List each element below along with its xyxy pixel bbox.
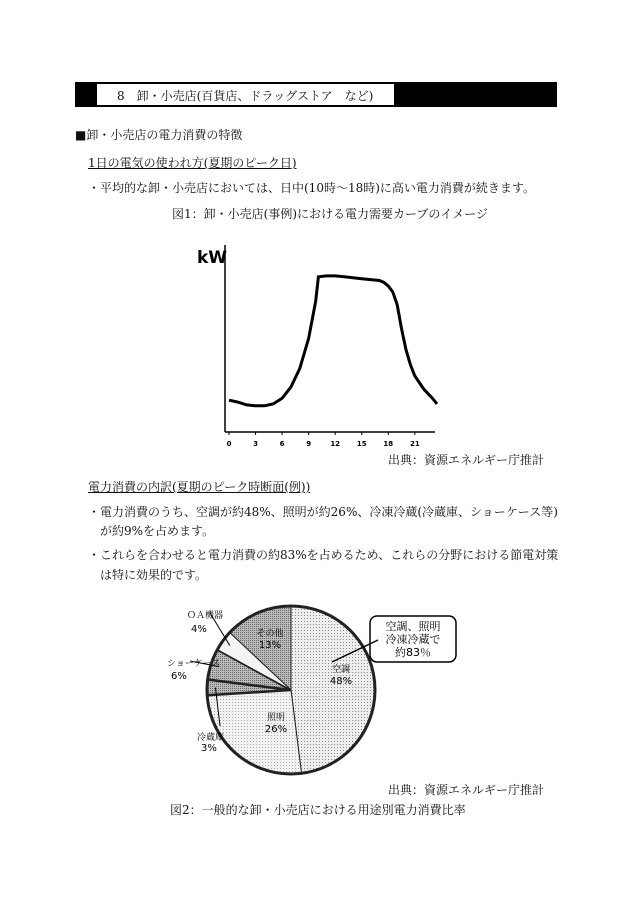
x-tick-label: 18: [383, 440, 394, 448]
bullet-breakdown-1: ・電力消費のうち、空調が約48%、照明が約26%、冷凍冷蔵(冷蔵庫、ショーケース等): [88, 505, 558, 519]
x-tick-label: 15: [356, 440, 367, 448]
callout-line-3: 約83％: [395, 646, 431, 659]
slice-value: 6%: [171, 671, 187, 682]
x-tick-label: 6: [279, 440, 285, 448]
slice-value: 26%: [264, 724, 288, 735]
x-tick-label: 0: [226, 440, 232, 448]
x-tick-label: 9: [306, 440, 312, 448]
bullet-total-1: ・これらを合わせると電力消費の約83%を占めるため、これらの分野における節電対策: [88, 548, 559, 562]
bullet-daytime: ・平均的な卸・小売店においては、日中(10時〜18時)に高い電力消費が続きます。: [88, 181, 535, 195]
x-tick-label: 3: [253, 440, 258, 448]
slice-value: 48%: [329, 676, 353, 687]
section-title: 8 卸・小売店(百貨店、ドラッグストア など): [117, 89, 374, 103]
section-title-bar: [75, 82, 557, 107]
slice-value: 13%: [258, 640, 282, 651]
slice-value: 3%: [201, 743, 217, 754]
source-2: 出典：資源エネルギー庁推計: [388, 783, 545, 797]
slice-label: ショーケース: [167, 659, 221, 669]
figure2-caption: 図2：一般的な卸・小売店における用途別電力消費比率: [170, 803, 466, 817]
slice-label: 照明: [266, 713, 286, 723]
usage-pie-chart: [160, 600, 480, 780]
demand-curve-line: [229, 276, 437, 406]
figure1-caption: 図1：卸・小売店(事例)における電力需要カーブのイメージ: [172, 207, 489, 221]
slice-label: ＯＡ機器: [187, 611, 224, 621]
x-tick-label: 21: [409, 440, 420, 448]
slice-value: 4%: [191, 624, 207, 635]
bullet-total-2: は特に効果的です。: [100, 568, 208, 582]
x-tick-label: 12: [330, 440, 341, 448]
callout-line-2: 冷凍冷蔵で: [385, 633, 441, 646]
source-1: 出典：資源エネルギー庁推計: [388, 453, 545, 467]
pie-slice-0: [291, 606, 375, 773]
slice-label: 冷蔵庫: [197, 733, 225, 743]
bullet-breakdown-2: が約9%を占めます。: [100, 524, 215, 538]
heading: ■卸・小売店の電力消費の特徴: [75, 128, 243, 142]
pie-slice-1: [207, 690, 301, 774]
y-axis-label: kW: [197, 248, 228, 268]
subheading-daily-usage: 1日の電気の使われ方(夏期のピーク日): [88, 156, 297, 170]
subheading-breakdown: 電力消費の内訳(夏期のピーク時断面(例)): [88, 480, 311, 494]
slice-label: 空調: [331, 665, 351, 675]
slice-label: その他: [256, 629, 284, 639]
callout-line-1: 空調、照明: [385, 620, 441, 633]
demand-curve-chart: [180, 235, 450, 450]
